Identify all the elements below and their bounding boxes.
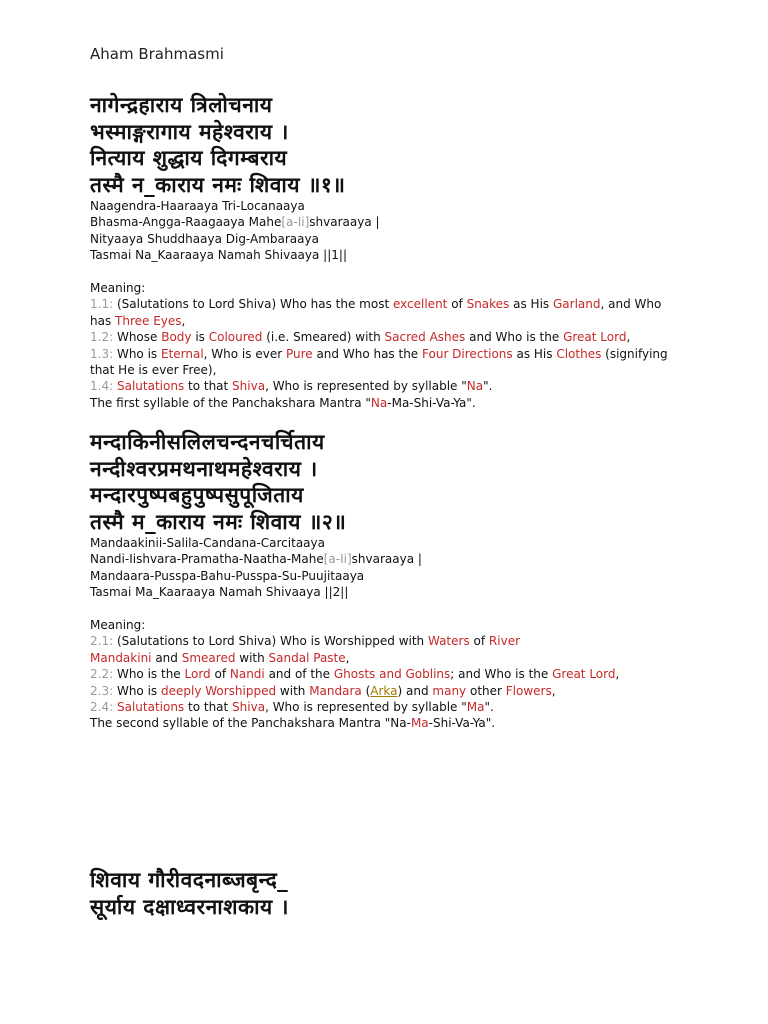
verse-line: मन्दारपुष्पबहुपुष्पसुपूजिताय (90, 483, 304, 507)
meaning-text: to that (184, 379, 233, 394)
meaning-line (90, 378, 680, 394)
keyword: Great Lord (563, 330, 627, 345)
meaning-text: , (615, 667, 620, 682)
meaning-text: -Ma-Shi-Va-Ya". (387, 395, 476, 410)
variant-note: [a-Ii] (323, 552, 352, 567)
keyword: Pure (285, 346, 313, 361)
meaning-text: ". (484, 700, 494, 715)
meaning-label: Meaning: (90, 281, 146, 296)
transliteration-text: Bhasma-Angga-Raagaaya Mahe (90, 215, 282, 230)
meaning-text: and Who has the (312, 346, 423, 361)
meaning-line (90, 699, 680, 715)
transliteration-line: Mandaakinii-Salila-Candana-Carcitaaya (90, 536, 325, 550)
meaning-line (90, 395, 680, 411)
transliteration-line: Mandaara-Pusspa-Bahu-Pusspa-Su-Puujitaaya (90, 568, 365, 583)
verse-line: भस्माङ्गरागाय महेश्वराय । (90, 119, 289, 144)
meaning-line (90, 329, 680, 345)
keyword: Ma (410, 716, 429, 731)
spacer (90, 264, 680, 280)
verse-line: नागेन्द्रहाराय त्रिलोचनाय (90, 93, 273, 117)
verse-number: 1.4: (90, 379, 114, 394)
meaning-text: other (466, 683, 506, 698)
keyword: Waters (427, 634, 470, 649)
verse-line: नन्दीश्वरप्रमथनाथमहेश्वराय । (90, 456, 318, 481)
meaning-text: , (551, 683, 556, 698)
meaning-text: ". (483, 379, 493, 394)
keyword: Ghosts and Goblins (333, 667, 451, 682)
transliteration-line (90, 214, 680, 230)
transliteration-line (90, 551, 680, 567)
meaning-text: , Who is ever (203, 346, 286, 361)
verse-number: 2.2: (90, 667, 114, 682)
meaning-text: Who is (113, 683, 161, 698)
keyword: River (488, 634, 521, 649)
keyword: Body (161, 330, 192, 345)
keyword: deeply Worshipped (160, 683, 277, 698)
meaning-line (90, 346, 680, 362)
keyword: Coloured (208, 330, 263, 345)
arka-link[interactable]: Arka (370, 683, 398, 698)
meaning-line (90, 666, 680, 682)
meaning-text: Whose (113, 330, 162, 345)
meaning-text: , (626, 330, 631, 345)
meaning-text: The first syllable of the Panchakshara Mantra " (90, 395, 371, 410)
meaning-text: Who is the (113, 667, 185, 682)
keyword: Na (370, 395, 388, 410)
page-title: Aham Brahmasmi (90, 45, 224, 63)
meaning-label: Meaning: (90, 618, 146, 633)
variant-note: [a-Ii] (281, 215, 310, 230)
keyword: Great Lord (552, 667, 616, 682)
transliteration-line: Naagendra-Haaraaya Tri-Locanaaya (90, 199, 305, 213)
spacer (90, 601, 680, 617)
meaning-text: ( (361, 683, 371, 698)
meaning-text: as His (509, 297, 553, 312)
meaning-text: is (191, 330, 209, 345)
meaning-line (90, 313, 680, 329)
keyword: Sandal Paste (268, 650, 346, 665)
meaning-text: and of the (264, 667, 334, 682)
meaning-text: -Shi-Va-Ya". (428, 716, 496, 731)
transliteration-line: Tasmai Na_Kaaraaya Namah Shivaaya ||1|| (90, 248, 347, 263)
keyword: excellent (392, 297, 448, 312)
meaning-text: The second syllable of the Panchakshara Mantra "Na- (90, 716, 411, 731)
meaning-text: , Who is represented by syllable " (265, 379, 467, 394)
meaning-text: of (210, 667, 230, 682)
meaning-line (90, 650, 680, 666)
transliteration-text: shvaraaya | (309, 215, 380, 230)
keyword: Snakes (466, 297, 510, 312)
keyword: Mandara (309, 683, 362, 698)
meaning-text: to that (184, 700, 233, 715)
verse-number: 2.4: (90, 700, 114, 715)
meaning-text: with (276, 683, 310, 698)
stanza-1-devanagari (90, 92, 345, 198)
meaning-text: of (447, 297, 467, 312)
verse-number: 1.2: (90, 330, 114, 345)
verse-number: 2.3: (90, 683, 114, 698)
meaning-text: and Who is the (465, 330, 564, 345)
meaning-text: ; and Who is the (450, 667, 553, 682)
keyword: Flowers (505, 683, 552, 698)
verse-line: शिवाय गौरीवदनाब्जबृन्द_ (90, 868, 289, 892)
verse-line: मन्दाकिनीसलिलचन्दनचर्चिताय (90, 430, 325, 454)
keyword: Mandakini (90, 650, 152, 665)
meaning-text: has (90, 313, 116, 328)
keyword: Three Eyes (115, 313, 182, 328)
meaning-text: with (235, 650, 269, 665)
meaning-text: , and Who (600, 297, 662, 312)
meaning-line (90, 296, 680, 312)
stanza-2-devanagari (90, 429, 346, 535)
keyword: Clothes (556, 346, 602, 361)
meaning-line (90, 683, 680, 699)
transliteration-text: Nandi-Iishvara-Pramatha-Naatha-Mahe (90, 552, 324, 567)
keyword: Na (466, 379, 484, 394)
meaning-text: (i.e. Smeared) with (262, 330, 385, 345)
meaning-text: (Salutations to Lord Shiva) Who has the most (113, 297, 393, 312)
keyword: Garland (552, 297, 601, 312)
keyword: Smeared (181, 650, 236, 665)
keyword: Shiva (232, 379, 266, 394)
verse-number: 1.3: (90, 346, 114, 361)
meaning-text: ) and (397, 683, 433, 698)
keyword: Shiva (232, 700, 266, 715)
meaning-line (90, 633, 680, 649)
verse-line: तस्मै म_काराय नमः शिवाय ॥२॥ (90, 509, 347, 534)
verse-line: तस्मै न_काराय नमः शिवाय ॥१॥ (90, 172, 346, 197)
verse-number: 1.1: (90, 297, 114, 312)
meaning-text: , Who is represented by syllable " (265, 700, 467, 715)
transliteration-line: Tasmai Ma_Kaaraaya Namah Shivaaya ||2|| (90, 585, 349, 600)
meaning-text: Who is (113, 346, 161, 361)
meaning-text: (signifying (601, 346, 668, 361)
meaning-text: (Salutations to Lord Shiva) Who is Worshipped with (113, 634, 428, 649)
stanza-2-body (90, 535, 680, 732)
keyword: Eternal (160, 346, 204, 361)
meaning-text: , (345, 650, 350, 665)
meaning-text: and (151, 650, 182, 665)
keyword: Lord (184, 667, 211, 682)
keyword: many (432, 683, 467, 698)
transliteration-line: Nityaaya Shuddhaaya Dig-Ambaraaya (90, 231, 319, 246)
keyword: Nandi (229, 667, 265, 682)
verse-line: नित्याय शुद्धाय दिगम्बराय (90, 146, 288, 170)
meaning-line: that He is ever Free), (90, 363, 217, 378)
verse-line: सूर्याय दक्षाध्वरनाशकाय । (90, 894, 290, 919)
transliteration-text: shvaraaya | (351, 552, 422, 567)
meaning-text: as His (512, 346, 557, 361)
keyword: Four Directions (422, 346, 513, 361)
meaning-text: of (469, 634, 489, 649)
stanza-1-body (90, 198, 680, 411)
stanza-3-devanagari (90, 867, 289, 920)
keyword: Salutations (116, 700, 185, 715)
meaning-line (90, 715, 680, 731)
verse-number: 2.1: (90, 634, 114, 649)
keyword: Sacred Ashes (384, 330, 466, 345)
keyword: Salutations (116, 379, 185, 394)
meaning-text: , (181, 313, 186, 328)
keyword: Ma (466, 700, 485, 715)
